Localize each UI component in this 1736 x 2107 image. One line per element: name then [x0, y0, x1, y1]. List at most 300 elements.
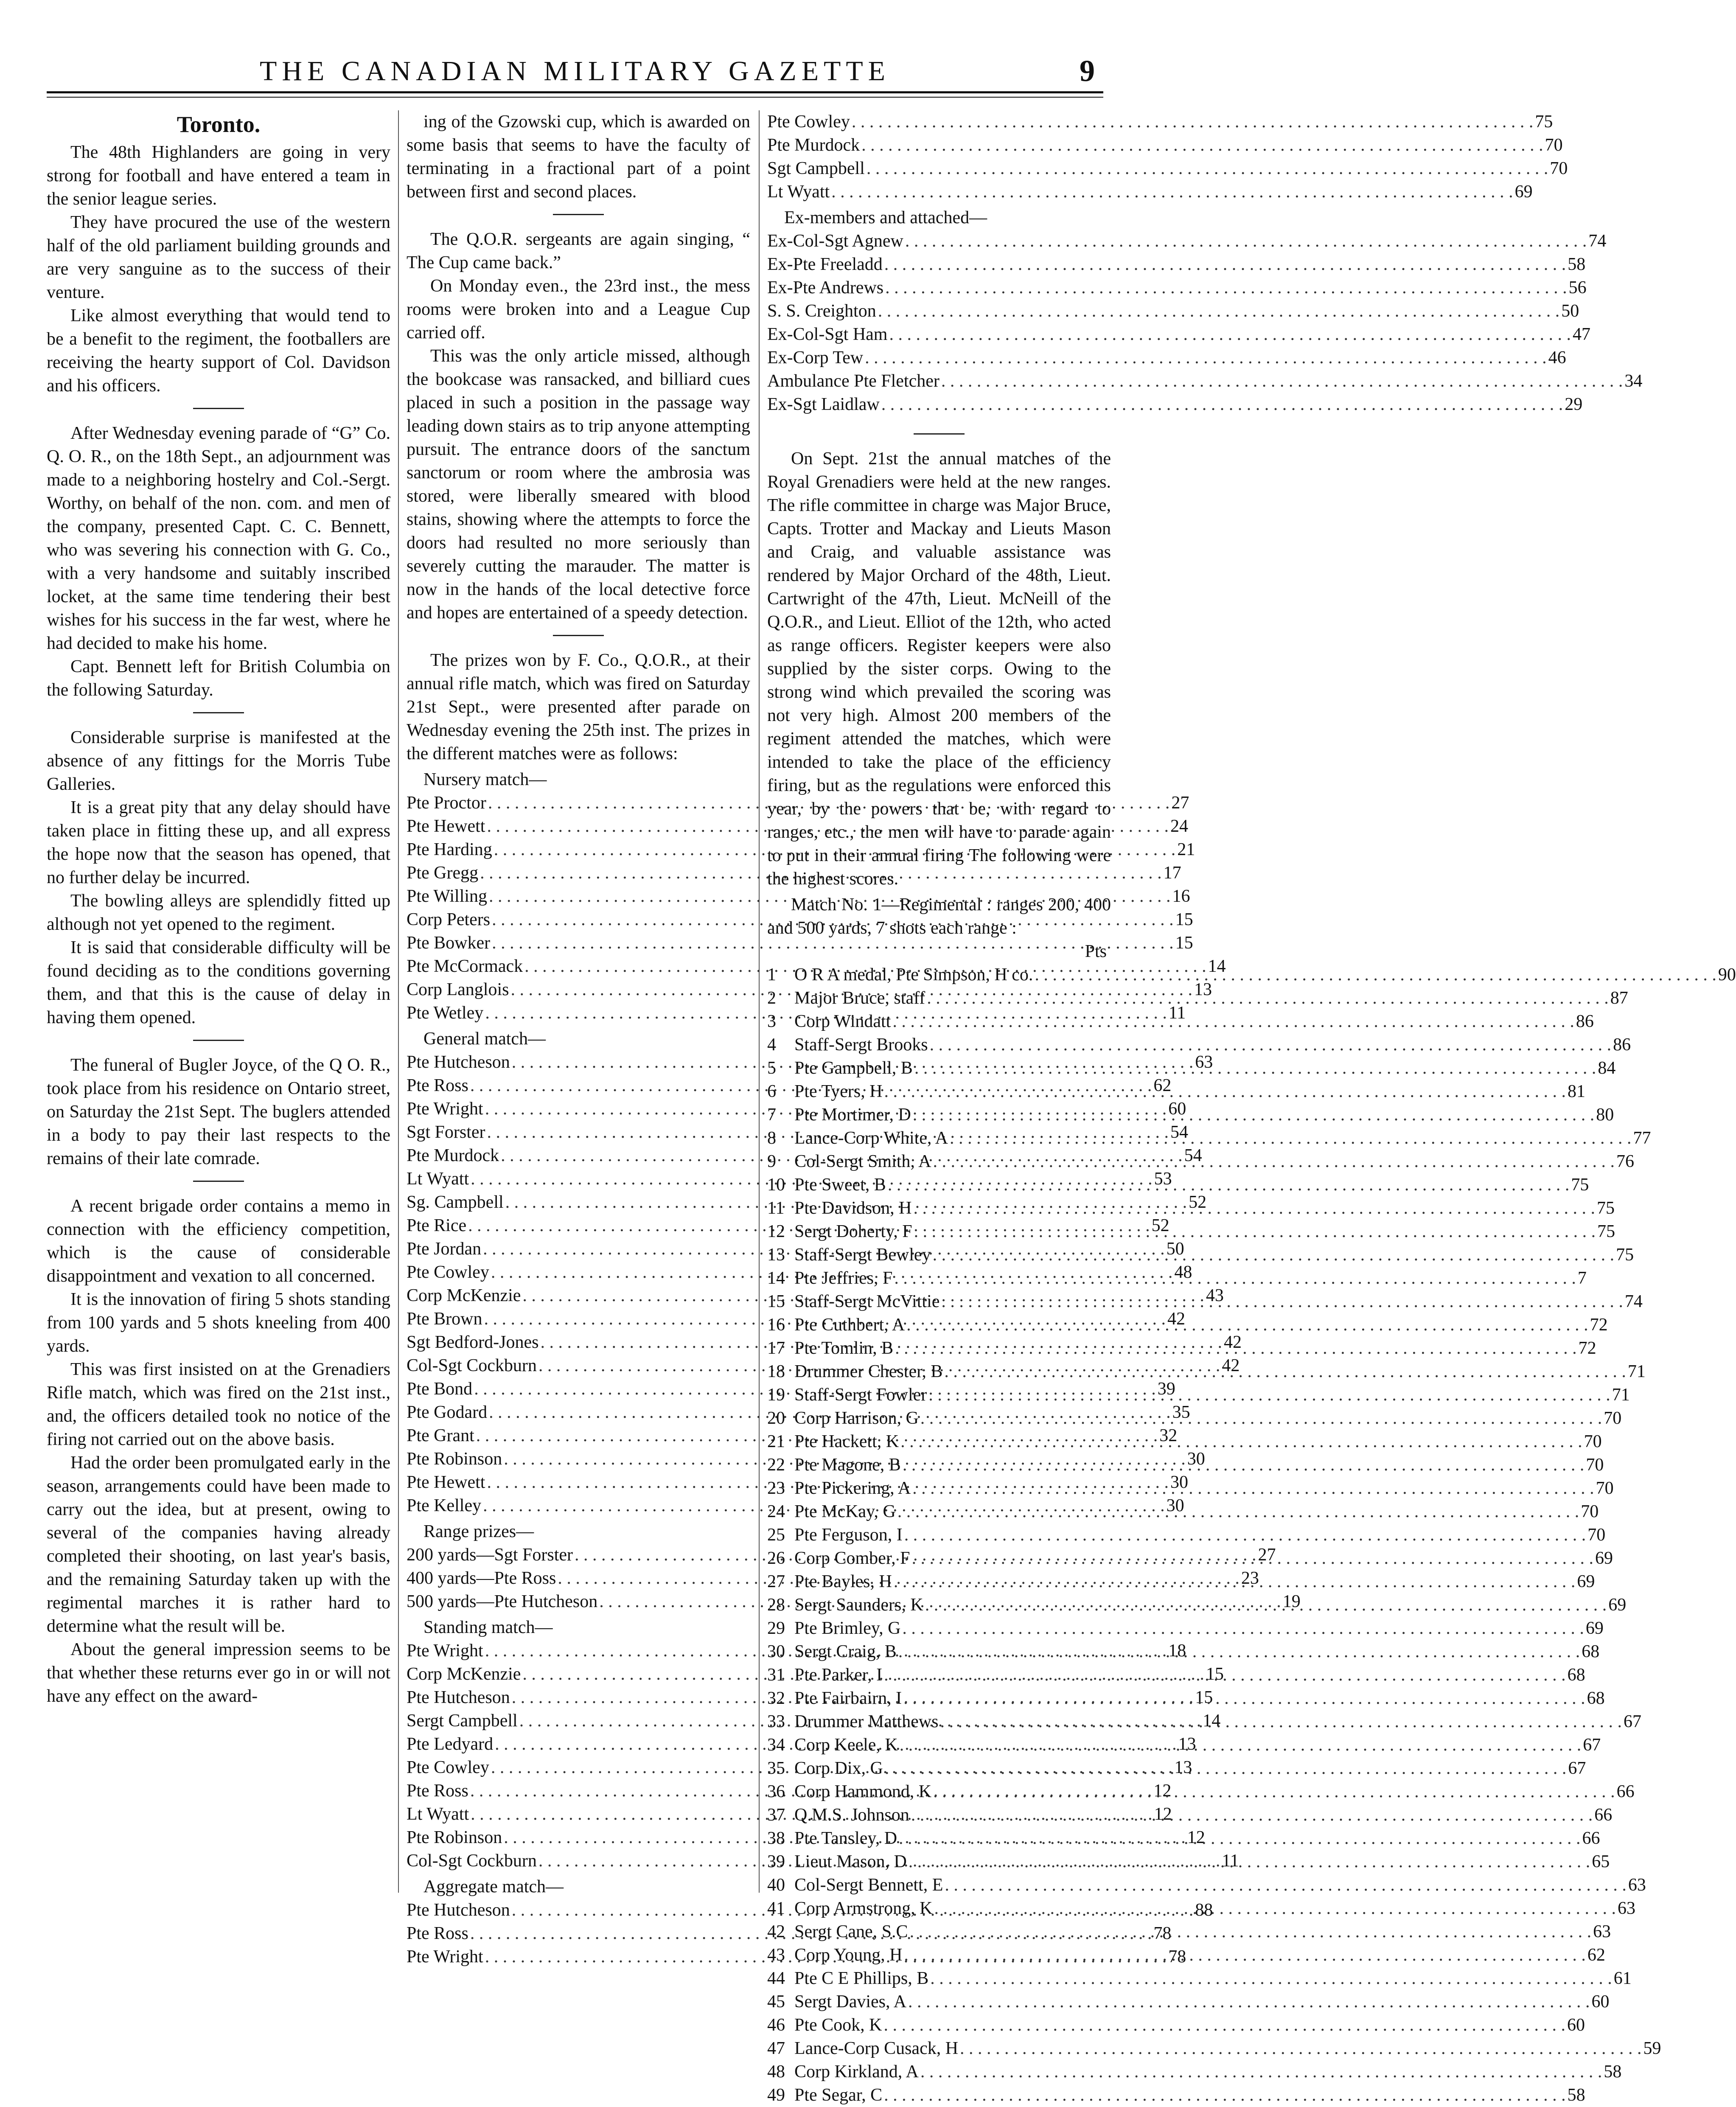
rank-number: 36 — [767, 1782, 785, 1801]
section-heading-toronto: Toronto. — [177, 112, 261, 137]
competitor-name: Corp Kirkland, A — [794, 2062, 919, 2082]
competitor-name: Pte Ferguson, I — [794, 1525, 903, 1545]
score-row — [767, 230, 1607, 253]
competitor-name: Pte Brown — [407, 1309, 482, 1329]
rank-number: 21 — [767, 1432, 785, 1451]
score-value: 50 — [1166, 1239, 1184, 1259]
rank-number: 20 — [767, 1408, 785, 1428]
list-heading-range: Range prizes— — [423, 1522, 534, 1541]
score-value: 75 — [1597, 1198, 1615, 1218]
points-column-label: Pts — [1085, 942, 1107, 961]
rank-number: 10 — [767, 1175, 785, 1195]
competitor-name: Ex-Corp Tew — [767, 348, 864, 368]
leader-dots — [933, 1150, 1615, 1173]
leader-dots — [914, 1057, 1596, 1080]
score-value: 78 — [1168, 1947, 1186, 1967]
leader-dots — [900, 1734, 1582, 1757]
score-value: 70 — [1587, 1525, 1606, 1545]
leader-dots — [852, 110, 1534, 134]
separator-rule — [193, 712, 244, 713]
score-value: 52 — [1189, 1192, 1207, 1212]
score-value: 13 — [1174, 1758, 1192, 1777]
leader-dots — [878, 300, 1560, 323]
leader-dots — [914, 1220, 1596, 1243]
competitor-name: Drummer Chester, B — [794, 1362, 943, 1381]
leader-dots — [895, 1337, 1577, 1360]
leader-dots — [941, 370, 1623, 393]
score-value: 74 — [1588, 231, 1607, 251]
competitor-name: Col-Sergt Bennett, E — [794, 1875, 943, 1895]
competitor-name: Ex-Pte Andrews — [767, 278, 884, 297]
competitor-name: Lance-Corp Cusack, H — [794, 2039, 959, 2058]
score-value: 69 — [1514, 182, 1533, 202]
score-value: 7 — [1577, 1268, 1587, 1288]
separator-rule — [193, 408, 244, 409]
leader-dots — [902, 1617, 1584, 1640]
rank-number: 48 — [767, 2062, 785, 2082]
competitor-name: Lt Wyatt — [767, 182, 830, 202]
competitor-name: Pte Wright — [407, 1641, 483, 1661]
competitor-name: Pte Tomlin, B — [794, 1338, 894, 1358]
leader-dots — [904, 1944, 1586, 1967]
competitor-name: Pte Wetley — [407, 1003, 484, 1023]
score-value: 81 — [1567, 1082, 1585, 1101]
competitor-name: Corp Hammond, K — [794, 1782, 932, 1801]
competitor-name: Pte Brimley, G — [794, 1619, 901, 1638]
score-row — [767, 276, 1587, 300]
score-row — [407, 838, 1195, 861]
leader-dots — [899, 1827, 1581, 1850]
score-value: 54 — [1170, 1122, 1189, 1142]
competitor-name: Staff-Sergt Bewley — [794, 1245, 931, 1265]
score-value: 63 — [1195, 1052, 1213, 1072]
competitor-name: Ex-Col-Sgt Ham — [767, 325, 888, 344]
header-rule-thick — [47, 91, 1103, 93]
rank-number: 12 — [767, 1222, 785, 1241]
rank-number: 14 — [767, 1268, 785, 1288]
score-value: 69 — [1608, 1595, 1627, 1615]
score-row — [767, 1967, 1632, 1990]
rank-number: 42 — [767, 1922, 785, 1941]
score-value: 75 — [1571, 1175, 1589, 1195]
competitor-name: Corp Comber, F — [794, 1549, 910, 1568]
score-value: 14 — [1203, 1711, 1221, 1731]
score-value: 66 — [1616, 1782, 1635, 1801]
competitor-name: Drummer Matthews — [794, 1712, 939, 1731]
score-value: 84 — [1598, 1058, 1616, 1078]
rank-number: 30 — [767, 1642, 785, 1661]
score-value: 88 — [1195, 1900, 1213, 1920]
score-row — [767, 110, 1553, 134]
competitor-name: Pte Murdock — [407, 1146, 499, 1165]
competitor-name: Sg. Campbell — [407, 1192, 504, 1212]
score-value: 67 — [1583, 1735, 1601, 1755]
score-value: 53 — [1154, 1169, 1172, 1189]
score-value: 66 — [1594, 1805, 1613, 1825]
leader-dots — [889, 323, 1571, 346]
competitor-name: Col-Sgt Cockburn — [407, 1851, 537, 1871]
competitor-name: Sergt Cane, S.C — [794, 1922, 908, 1941]
competitor-name: Pte Sweet, B — [794, 1175, 886, 1195]
competitor-name: Pte Bond — [407, 1379, 473, 1399]
list-heading-nursery: Nursery match— — [423, 770, 547, 789]
competitor-name: Pte Segar, C — [794, 2085, 883, 2105]
competitor-name: Corp Dix, G — [794, 1759, 883, 1778]
rank-number: 33 — [767, 1712, 785, 1731]
competitor-name: Pte Tyers, H — [794, 1082, 883, 1101]
paragraph: Had the order been promulgated early in the season, arrangements could have been made to carry out the idea, but at present, owing to several of the companies having already completed their shooting, on last year's basis, and the remaining Saturday taken up with the regimental marches it is rather hard to determine what the result will be. — [47, 1453, 390, 1636]
score-row — [767, 2084, 1585, 2107]
competitor-name: Pte Cowley — [407, 1758, 489, 1777]
score-value: 70 — [1581, 1502, 1599, 1521]
competitor-name: Pte Jeffries, F — [794, 1268, 893, 1288]
rank-number: 37 — [767, 1805, 785, 1825]
score-value: 70 — [1586, 1455, 1604, 1475]
score-row — [767, 1033, 1631, 1057]
score-value: 76 — [1616, 1152, 1634, 1171]
competitor-name: Pte Rice — [407, 1216, 467, 1235]
competitor-name: Pte Kelley — [407, 1496, 482, 1515]
competitor-name: Lance-Corp White, A — [794, 1128, 948, 1148]
competitor-name: S. S. Creighton — [767, 301, 876, 321]
competitor-name: Sergt Saunders, K — [794, 1595, 923, 1615]
rank-number: 5 — [767, 1058, 776, 1078]
leader-dots — [912, 1477, 1594, 1500]
score-value: 30 — [1170, 1473, 1188, 1492]
competitor-name: Pte Proctor — [407, 793, 486, 813]
leader-dots — [900, 1430, 1582, 1453]
score-value: 71 — [1612, 1385, 1630, 1405]
score-value: 69 — [1577, 1572, 1595, 1591]
leader-dots — [920, 2060, 1602, 2084]
paragraph: The funeral of Bugler Joyce, of the Q O. R., took place from his residence on Ontario street, on Saturday the 21st Sept. The buglers attended in a body to pay their last respects to the remains of their late comrade. — [47, 1055, 390, 1168]
score-value: 46 — [1548, 348, 1566, 368]
separator-rule — [193, 1040, 244, 1041]
competitor-name: 400 yards—Pte Ross — [407, 1568, 556, 1588]
score-value: 67 — [1623, 1712, 1641, 1731]
competitor-name: Sgt Bedford-Jones — [407, 1333, 539, 1352]
competitor-name: Staff-Sergt McVittie — [794, 1292, 940, 1311]
score-value: 63 — [1593, 1922, 1611, 1941]
competitor-name: Pte Jordan — [407, 1239, 482, 1259]
rank-number: 46 — [767, 2015, 785, 2035]
leader-dots — [884, 2084, 1566, 2107]
leader-dots — [861, 134, 1543, 157]
list-heading-exmembers: Ex-members and attached— — [784, 208, 987, 227]
leader-dots — [884, 253, 1566, 276]
score-value: 87 — [1610, 988, 1628, 1008]
score-value: 68 — [1587, 1689, 1605, 1708]
paragraph: Capt. Bennett left for British Columbia on the following Saturday. — [47, 657, 390, 700]
leader-dots — [906, 1313, 1588, 1337]
score-value: 68 — [1567, 1665, 1585, 1685]
rank-number: 40 — [767, 1875, 785, 1895]
score-value: 35 — [1172, 1403, 1190, 1422]
page-header — [47, 55, 1103, 93]
competitor-name: Corp Harrison, G — [794, 1408, 919, 1428]
competitor-name: Pte Bowker — [407, 933, 491, 953]
competitor-name: Lt Wyatt — [407, 1804, 469, 1824]
rank-number: 28 — [767, 1595, 785, 1615]
score-row — [767, 346, 1566, 370]
score-value: 70 — [1545, 135, 1563, 155]
score-value: 18 — [1168, 1641, 1186, 1661]
leader-dots — [913, 1103, 1595, 1127]
score-value: 67 — [1568, 1759, 1586, 1778]
competitor-name: Sgt Campbell — [767, 159, 865, 178]
rank-number: 41 — [767, 1899, 785, 1918]
score-value: 75 — [1616, 1245, 1634, 1265]
score-value: 63 — [1628, 1875, 1646, 1895]
score-value: 15 — [1206, 1664, 1224, 1684]
competitor-name: Corp Young, H — [794, 1945, 903, 1965]
competitor-name: Pte Cowley — [767, 112, 850, 132]
score-row — [407, 815, 1188, 838]
column-divider — [398, 110, 399, 1893]
paragraph: Like almost everything that would tend to be a benefit to the regiment, the footballers are receiving the hearty support of Col. Davidson and his officers. — [47, 306, 390, 396]
leader-dots — [831, 180, 1513, 204]
competitor-name: Pte Cook, K — [794, 2015, 882, 2035]
competitor-name: Corp McKenzie — [407, 1664, 521, 1684]
score-value: 72 — [1590, 1315, 1608, 1335]
competitor-name: Ex-Sgt Laidlaw — [767, 395, 880, 414]
leader-dots — [888, 1173, 1570, 1197]
leader-dots — [894, 1267, 1576, 1290]
leader-dots — [885, 1757, 1567, 1780]
competitor-name: Pte C E Phillips, B — [794, 1969, 929, 1988]
competitor-name: Ex-Col-Sgt Agnew — [767, 231, 903, 251]
competitor-name: Pte Parker, I — [794, 1665, 883, 1685]
score-row — [767, 393, 1583, 416]
competitor-name: Pte Hutcheson — [407, 1052, 510, 1072]
score-row — [767, 134, 1563, 157]
score-value: 23 — [1241, 1568, 1259, 1588]
paragraph: It is said that considerable difficulty will be found deciding as to the conditions governing them, and that this is the cause of delay in having them opened. — [47, 938, 390, 1027]
competitor-name: Pte Cowley — [407, 1263, 489, 1282]
paragraph: This was first insisted on at the Grenadiers Rifle match, which was fired on the 21st inst., and, the officers detailed took no notice of the firing not carried out on the above basis. — [47, 1360, 390, 1449]
paragraph: It is a great pity that any delay should have taken place in fitting these up, and all express the hope now that the season has opened, that no further delay be incurred. — [47, 798, 390, 887]
score-row — [407, 885, 1190, 908]
score-value: 68 — [1582, 1642, 1600, 1661]
competitor-name: Pte Hutcheson — [407, 1688, 510, 1707]
score-value: 48 — [1174, 1263, 1192, 1282]
leader-dots — [914, 1197, 1596, 1220]
score-value: 56 — [1568, 278, 1587, 297]
rank-number: 39 — [767, 1852, 785, 1871]
competitor-name: Pte Wright — [407, 1947, 483, 1967]
leader-dots — [909, 1850, 1590, 1874]
leader-dots — [930, 1033, 1612, 1057]
competitor-name: Pte Davidson, H — [794, 1198, 912, 1218]
rank-number: 22 — [767, 1455, 785, 1475]
score-row — [767, 300, 1579, 323]
competitor-name: Pte Bayles, H — [794, 1572, 892, 1591]
leader-dots — [894, 1570, 1576, 1594]
competitor-name: Staff-Sergt Fowler — [794, 1385, 927, 1405]
competitor-name: Staff-Sergt Brooks — [794, 1035, 928, 1055]
separator-rule — [914, 433, 965, 435]
page-number: 9 — [1080, 54, 1095, 88]
competitor-name: Pte Robinson — [407, 1828, 502, 1847]
score-row — [767, 2014, 1585, 2037]
score-value: 42 — [1223, 1333, 1242, 1352]
competitor-name: Pte Hewett — [407, 1473, 485, 1492]
rank-number: 13 — [767, 1245, 785, 1265]
leader-dots — [885, 276, 1567, 300]
separator-rule — [553, 214, 604, 215]
competitor-name: Pte Harding — [407, 840, 492, 859]
score-row — [767, 1990, 1610, 2014]
leader-dots — [925, 1594, 1607, 1617]
leader-dots — [884, 2014, 1566, 2037]
score-value: 16 — [1172, 887, 1190, 906]
leader-dots — [1035, 963, 1716, 987]
score-value: 72 — [1578, 1338, 1596, 1358]
score-value: 30 — [1187, 1449, 1205, 1469]
rank-number: 43 — [767, 1945, 785, 1965]
paragraph: It is the innovation of firing 5 shots standing from 100 yards and 5 shots kneeling from 400 yards. — [47, 1290, 390, 1356]
score-row — [767, 2060, 1622, 2084]
score-value: 62 — [1587, 1945, 1605, 1965]
leader-dots — [897, 1500, 1579, 1523]
rank-number: 17 — [767, 1338, 785, 1358]
score-value: 12 — [1187, 1828, 1205, 1847]
score-value: 24 — [1170, 816, 1188, 836]
score-value: 58 — [1604, 2062, 1622, 2082]
rank-number: 18 — [767, 1362, 785, 1381]
competitor-name: Pte Hackett, K — [794, 1432, 899, 1451]
score-value: 54 — [1184, 1146, 1202, 1165]
score-row — [767, 2037, 1661, 2060]
score-value: 69 — [1595, 1549, 1613, 1568]
competitor-name: 200 yards—Sgt Forster — [407, 1545, 573, 1565]
rank-number: 44 — [767, 1969, 785, 1988]
rank-number: 32 — [767, 1689, 785, 1708]
rank-number: 8 — [767, 1128, 776, 1148]
separator-rule — [553, 635, 604, 636]
score-value: 78 — [1153, 1924, 1172, 1943]
score-value: 15 — [1175, 933, 1193, 953]
rank-number: 16 — [767, 1315, 785, 1335]
score-value: 58 — [1568, 255, 1586, 274]
score-value: 69 — [1585, 1619, 1604, 1638]
leader-dots — [950, 1127, 1632, 1150]
score-row — [767, 323, 1590, 346]
masthead-title: THE CANADIAN MILITARY GAZETTE — [260, 56, 890, 87]
score-row — [407, 861, 1181, 885]
competitor-name: Sergt Doherty, F — [794, 1222, 912, 1241]
competitor-name: Pte Mortimer, D — [794, 1105, 911, 1125]
competitor-name: Pte Magone, B — [794, 1455, 901, 1475]
rank-number: 35 — [767, 1759, 785, 1778]
rank-number: 26 — [767, 1549, 785, 1568]
leader-dots — [933, 1243, 1615, 1267]
match-heading: Match No. 1—Regimental : ranges 200, 400 and 500 yards, 7 shots each range : — [767, 895, 1111, 938]
rank-number: 3 — [767, 1012, 776, 1031]
score-value: 11 — [1222, 1851, 1239, 1871]
list-heading-general: General match— — [423, 1029, 546, 1049]
competitor-name: Corp Peters — [407, 910, 491, 929]
separator-rule — [193, 1181, 244, 1182]
competitor-name: Pte Fairbairn, I — [794, 1689, 902, 1708]
score-value: 19 — [1282, 1592, 1301, 1611]
leader-dots — [905, 230, 1587, 253]
score-value: 21 — [1177, 840, 1195, 859]
leader-dots — [908, 1990, 1590, 2014]
leader-dots — [945, 1874, 1627, 1897]
score-value: 13 — [1178, 1734, 1196, 1754]
competitor-name: Col-Sergt Smith, A — [794, 1152, 931, 1171]
score-row — [767, 253, 1586, 276]
score-row — [767, 370, 1643, 393]
paragraph: On Sept. 21st the annual matches of the Royal Grenadiers were held at the new ranges. The rifle committee in charge was Major Bruce, Capts. Trotter and Mackay and Lieuts Mason and Craig, and valuable assistance was rendered by Major Orchard of the 48th, Lieut. Cartwright of the 47th, Lieut. McNeill of the Q.O.R., and Lieut. Elliot of the 12th, who acted as range officers. Register keepers were also supplied by the sister corps. Owing to the strong wind which prevailed the scoring was not very high. Almost 200 members of the regiment attended the matches, which were intended to take the place of the efficiency firing, but as the regulations were enforced this year, by the powers that be, with regard to ranges, etc., the men will have to parade again to put in their annual firing The following were the highest scores. — [767, 449, 1111, 889]
competitor-name: Corp McKenzie — [407, 1286, 521, 1305]
leader-dots — [865, 346, 1547, 370]
score-value: 70 — [1550, 159, 1568, 178]
competitor-name: Sergt Craig, B — [794, 1642, 897, 1661]
competitor-name: Pte Godard — [407, 1403, 488, 1422]
competitor-name: Major Bruce, staff — [794, 988, 925, 1008]
rank-number: 31 — [767, 1665, 785, 1685]
competitor-name: Pte Ross — [407, 1076, 468, 1095]
competitor-name: Pte Ledyard — [407, 1734, 494, 1754]
score-value: 12 — [1154, 1804, 1172, 1824]
rank-number: 23 — [767, 1479, 785, 1498]
leader-dots — [920, 1407, 1602, 1430]
leader-dots — [898, 1640, 1580, 1664]
leader-dots — [911, 1804, 1593, 1827]
leader-dots — [867, 157, 1548, 180]
list-heading-aggregate: Aggregate match— — [423, 1877, 564, 1897]
rank-number: 38 — [767, 1829, 785, 1848]
competitor-name: Pte Ross — [407, 1781, 468, 1801]
paragraph: On Monday even., the 23rd inst., the mess rooms were broken into and a League Cup carried off. — [407, 276, 750, 342]
score-value: 61 — [1613, 1969, 1632, 1988]
paragraph: About the general impression seems to be that whether these returns ever go in or will not have any effect on the award- — [47, 1640, 390, 1706]
competitor-name: Pte Gampbell, B — [794, 1058, 913, 1078]
paragraph: The 48th Highlanders are going in very strong for football and have entered a team in the senior league series. — [47, 143, 390, 209]
rank-number: 19 — [767, 1385, 785, 1405]
score-row — [407, 791, 1189, 815]
score-value: 32 — [1159, 1426, 1178, 1445]
score-row — [767, 157, 1568, 180]
list-heading-standing: Standing match— — [423, 1618, 553, 1637]
score-value: 71 — [1627, 1362, 1646, 1381]
score-value: 59 — [1643, 2039, 1661, 2058]
score-value: 86 — [1613, 1035, 1631, 1055]
competitor-name: Pte Ross — [407, 1924, 468, 1943]
score-value: 34 — [1624, 371, 1643, 391]
score-row — [767, 1523, 1606, 1547]
rank-number: 9 — [767, 1152, 776, 1171]
score-value: 60 — [1168, 1099, 1186, 1119]
competitor-name: Pte Pickering, A — [794, 1479, 911, 1498]
paragraph: The bowling alleys are splendidly fitted up although not yet opened to the regiment. — [47, 891, 390, 934]
leader-dots — [903, 1687, 1585, 1710]
score-value: 52 — [1151, 1216, 1169, 1235]
score-list-top — [767, 110, 1568, 204]
paragraph: Considerable surprise is manifested at the absence of any fittings for the Morris Tube Galleries. — [47, 728, 390, 794]
competitor-name: Corp Armstrong, K — [794, 1899, 933, 1918]
competitor-name: Ambulance Pte Fletcher — [767, 371, 940, 391]
leader-dots — [940, 1710, 1622, 1734]
paragraph: The Q.O.R. sergeants are again singing, “ The Cup came back.” — [407, 230, 750, 272]
score-value: 75 — [1597, 1222, 1615, 1241]
competitor-name: Sergt Campbell — [407, 1711, 518, 1731]
competitor-name: O R A medal, Pte Simpson, H co. — [794, 965, 1033, 985]
score-value: 66 — [1582, 1829, 1600, 1848]
rank-number: 34 — [767, 1735, 785, 1755]
